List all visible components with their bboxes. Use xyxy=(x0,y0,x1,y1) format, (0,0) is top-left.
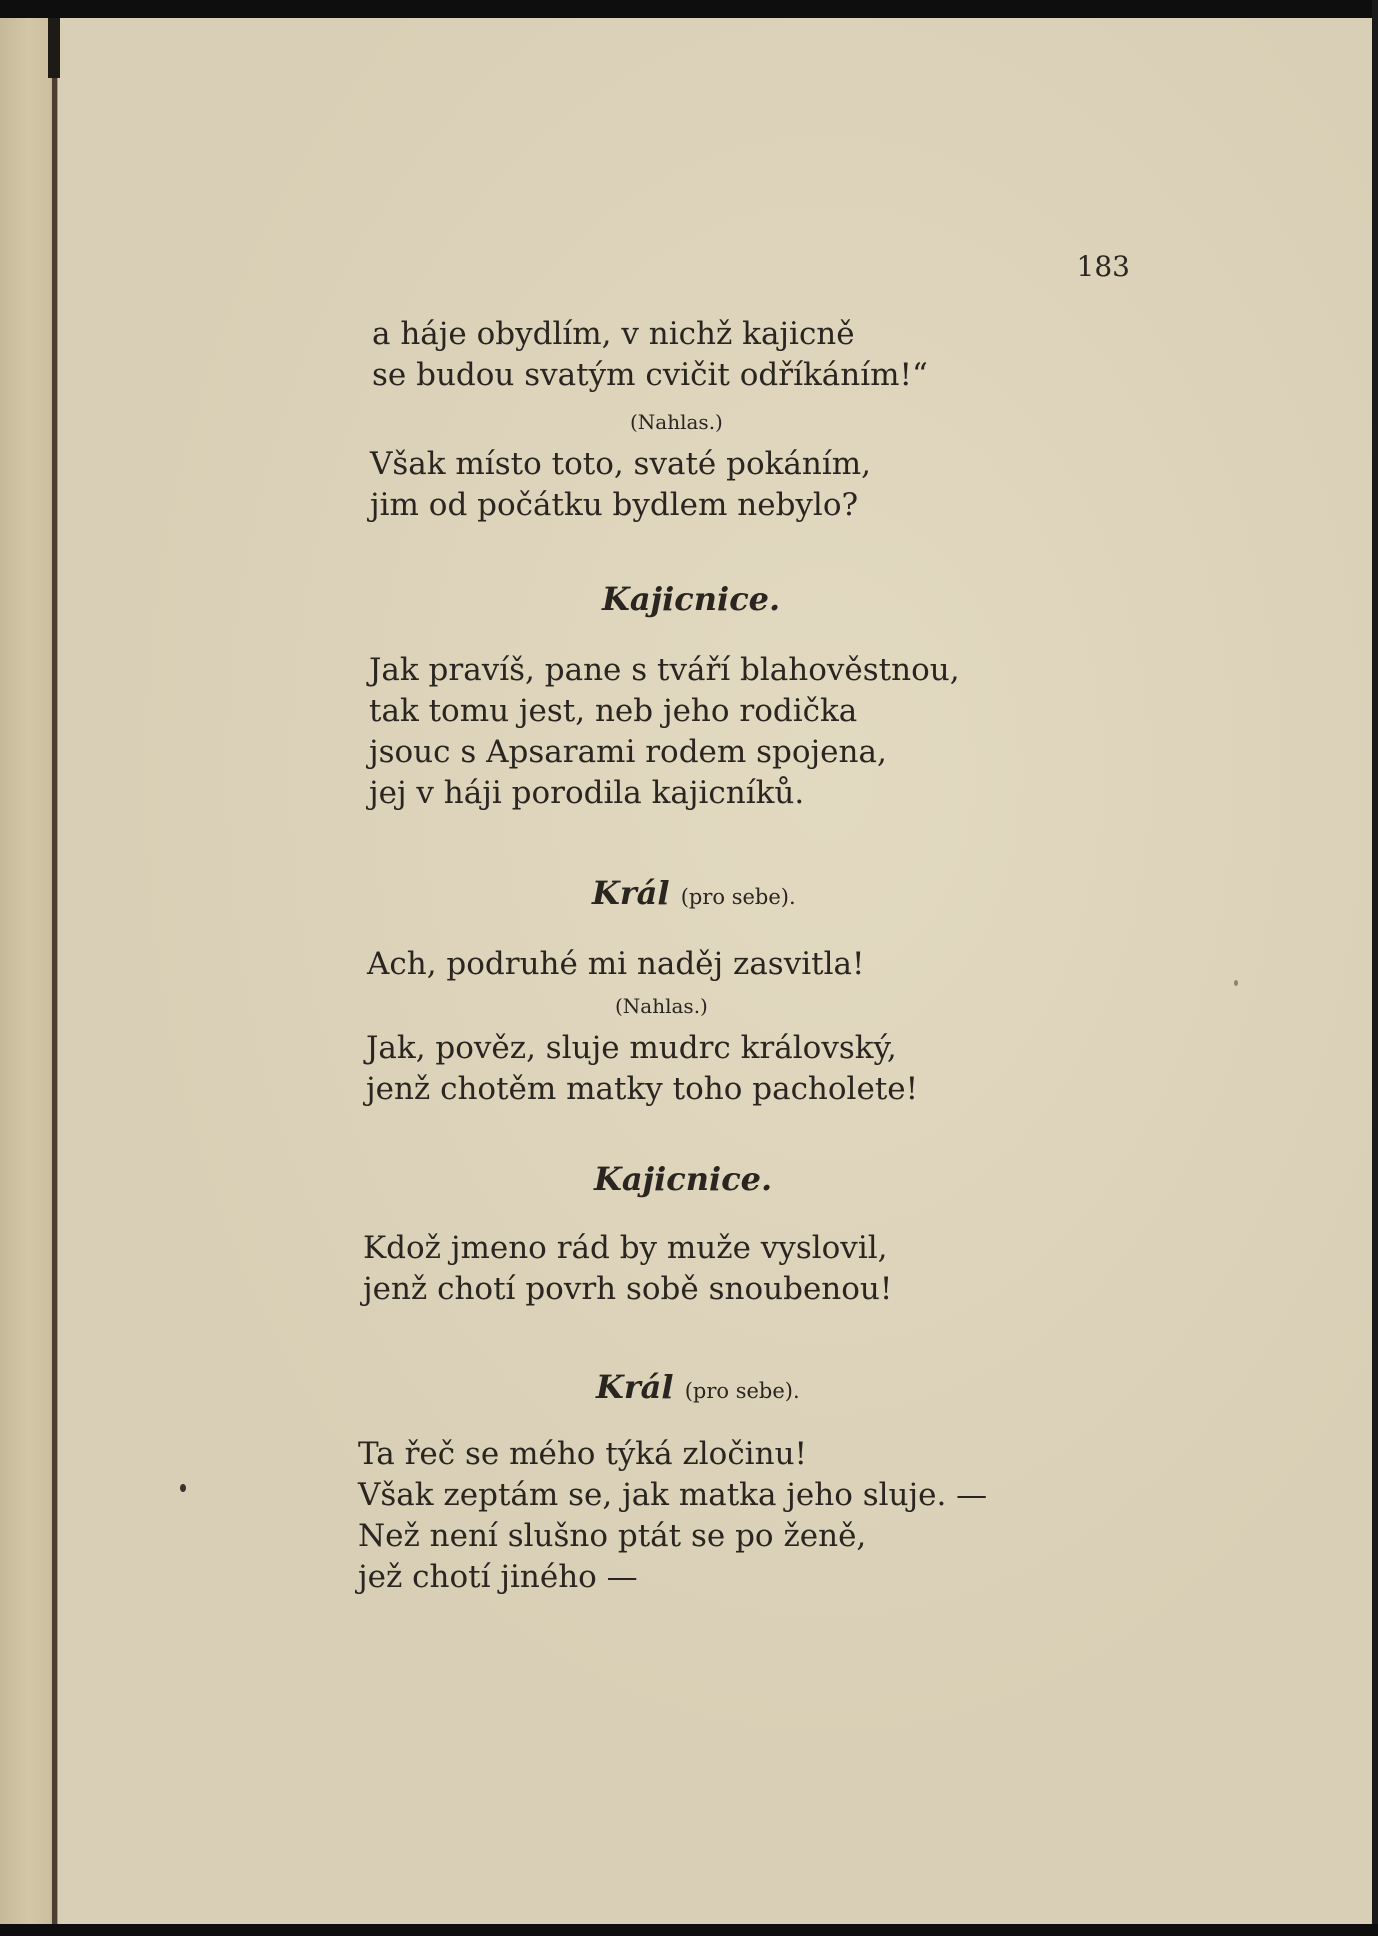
page-number: 183 xyxy=(1076,250,1130,283)
verse-line: jej v háji porodila kajicníků. xyxy=(369,775,805,811)
verse-line: jsouc s Apsarami rodem spojena, xyxy=(369,734,887,770)
speaker-name: Král xyxy=(592,874,670,912)
speaker-heading-with-aside xyxy=(596,1368,800,1406)
speaker-heading-with-aside xyxy=(592,874,796,912)
verse-line: Jak pravíš, pane s tváří blahověstnou, xyxy=(369,652,960,688)
verse-line: se budou svatým cvičit odříkáním!“ xyxy=(372,357,928,393)
verse-block-6 xyxy=(363,1228,892,1310)
verse-line: jenž chotí povrh sobě snoubenou! xyxy=(363,1271,893,1307)
verse-line: a háje obydlím, v nichž kajicně xyxy=(372,316,855,352)
scan-right-edge xyxy=(1372,0,1378,1936)
verse-line: Však místo toto, svaté pokáním, xyxy=(370,446,872,482)
binding-shadow xyxy=(48,18,60,78)
speaker-aside: (pro sebe). xyxy=(684,1379,800,1403)
speaker-heading: Kajicnice. xyxy=(594,1160,773,1198)
verse-block-7 xyxy=(358,1434,987,1598)
verse-line: jenž chotěm matky toho pacholete! xyxy=(366,1071,919,1107)
speaker-aside: (pro sebe). xyxy=(680,885,796,909)
verse-line: Jak, pověz, sluje mudrc královský, xyxy=(366,1030,897,1066)
verse-block-5 xyxy=(366,1028,918,1110)
speaker-name: Král xyxy=(596,1368,674,1406)
scan-bottom-edge xyxy=(0,1924,1378,1936)
binding-line xyxy=(52,18,57,1924)
ink-speck xyxy=(180,1484,186,1492)
speaker-heading: Kajicnice. xyxy=(602,580,781,618)
verse-line: Ta řeč se mého týká zločinu! xyxy=(358,1436,807,1472)
verse-line: Kdož jmeno rád by muže vyslovil, xyxy=(363,1230,888,1266)
previous-page-edge xyxy=(0,18,58,1924)
verse-block-2 xyxy=(370,444,871,526)
scan-top-edge xyxy=(0,0,1378,18)
ink-speck xyxy=(1234,980,1238,986)
verse-block-3 xyxy=(369,650,960,814)
stage-direction: (Nahlas.) xyxy=(615,994,708,1018)
verse-line: Než není slušno ptát se po ženě, xyxy=(358,1518,867,1554)
verse-block-1 xyxy=(372,314,928,396)
verse-block-4 xyxy=(367,944,864,985)
stage-direction: (Nahlas.) xyxy=(630,410,723,434)
verse-line: tak tomu jest, neb jeho rodička xyxy=(369,693,858,729)
verse-line: Ach, podruhé mi naděj zasvitla! xyxy=(367,946,865,982)
verse-line: jež chotí jiného — xyxy=(358,1559,638,1595)
verse-line: Však zeptám se, jak matka jeho sluje. — xyxy=(358,1477,988,1513)
verse-line: jim od počátku bydlem nebylo? xyxy=(370,487,859,523)
